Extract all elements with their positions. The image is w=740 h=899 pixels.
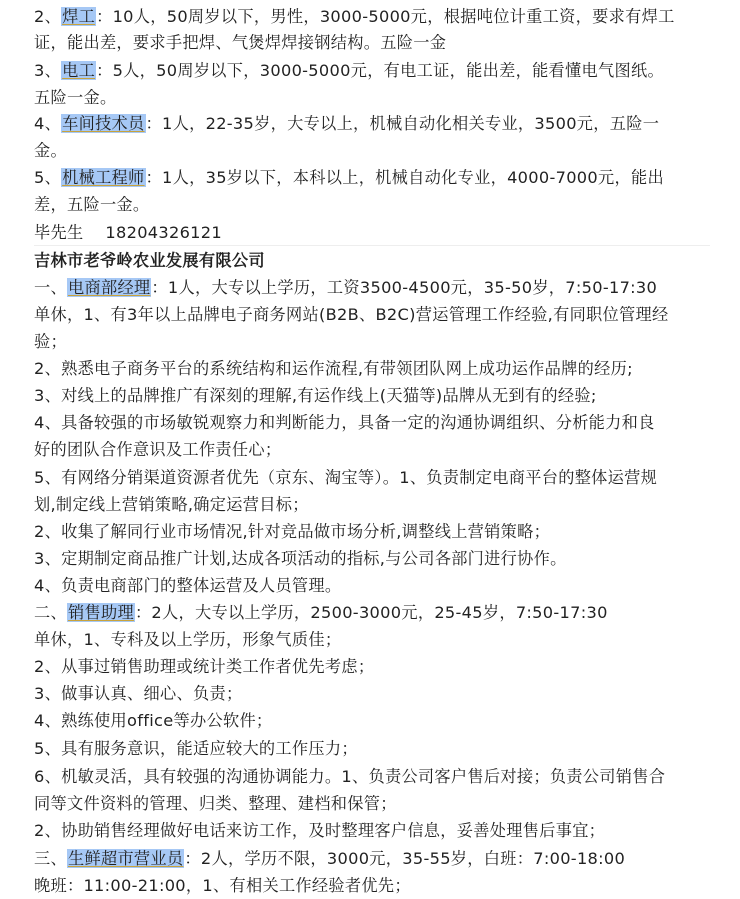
item-details: ：2人，学历不限，3000元，35-55岁，白班：7:00-18:00: [184, 849, 626, 868]
text-line: 2、熟悉电子商务平台的系统结构和运作流程,有带领团队网上成功运作品牌的经历;: [34, 359, 633, 378]
job-item-electrician: [34, 58, 664, 84]
keyword-welder[interactable]: 焊工: [62, 7, 96, 26]
item-details: ：1人，35岁以下，本科以上，机械自动化专业，4000-7000元，能出: [145, 168, 664, 187]
text-line: 差，五险一金。: [34, 195, 150, 214]
text-line: 5、有网络分销渠道资源者优先（京东、淘宝等）。1、负责制定电商平台的整体运营规: [34, 468, 658, 487]
section-divider: [34, 245, 710, 246]
text-line: 同等文件资料的管理、归类、整理、建档和保管；: [34, 794, 397, 813]
contact-line: 毕先生 18204326121: [34, 223, 222, 242]
text-line: 4、熟练使用office等办公软件；: [34, 711, 273, 730]
text-line: 验；: [34, 332, 67, 351]
text-line: 2、收集了解同行业市场情况,针对竞品做市场分析,调整线上营销策略；: [34, 522, 551, 541]
text-line: 晚班：11:00-21:00，1、有相关工作经验者优先；: [34, 876, 411, 895]
text-line: 4、具备较强的市场敏锐观察力和判断能力，具备一定的沟通协调组织、分析能力和良: [34, 413, 655, 432]
text-line: 6、机敏灵活，具有较强的沟通协调能力。1、负责公司客户售后对接；负责公司销售合: [34, 767, 666, 786]
job-item-supermarket-clerk: [34, 846, 625, 872]
text-line: 好的团队合作意识及工作责任心；: [34, 440, 282, 459]
job-item-ecommerce-manager: [34, 275, 657, 301]
keyword-sales-assistant[interactable]: 销售助理: [67, 603, 134, 622]
item-number: 5、: [34, 168, 62, 187]
item-details: ：5人，50周岁以下，3000-5000元，有电工证，能出差，能看懂电气图纸。: [96, 61, 664, 80]
text-line: 证，能出差，要求手把焊、气煲焊焊接钢结构。五险一金: [34, 33, 447, 52]
item-number: 一、: [34, 278, 67, 297]
text-line: 五险一金。: [34, 88, 117, 107]
item-details: ：10人，50周岁以下，男性，3000-5000元，根据吨位计重工资，要求有焊工: [96, 7, 675, 26]
keyword-workshop-technician[interactable]: 车间技术员: [62, 114, 145, 133]
job-item-sales-assistant: [34, 600, 608, 626]
item-details: ：1人，大专以上学历，工资3500-4500元，35-50岁，7:50-17:30: [151, 278, 658, 297]
item-details: ：2人，大专以上学历，2500-3000元，25-45岁，7:50-17:30: [134, 603, 608, 622]
item-number: 二、: [34, 603, 67, 622]
text-line: 3、对线上的品牌推广有深刻的理解,有运作线上(天猫等)品牌从无到有的经验;: [34, 386, 597, 405]
text-line: 单休，1、专科及以上学历，形象气质佳；: [34, 630, 342, 649]
text-line: 3、做事认真、细心、负责；: [34, 684, 243, 703]
text-line: 单休，1、有3年以上品牌电子商务网站(B2B、B2C)营运管理工作经验,有同职位管理经: [34, 305, 669, 324]
keyword-ecommerce-manager[interactable]: 电商部经理: [67, 278, 151, 297]
item-number: 3、: [34, 61, 62, 80]
keyword-mechanical-engineer[interactable]: 机械工程师: [62, 168, 145, 187]
text-line: 3、定期制定商品推广计划,达成各项活动的指标,与公司各部门进行协作。: [34, 549, 567, 568]
item-number: 三、: [34, 849, 67, 868]
text-line: 2、从事过销售助理或统计类工作者优先考虑；: [34, 657, 375, 676]
item-number: 2、: [34, 7, 62, 26]
job-item-workshop-technician: [34, 111, 659, 137]
text-line: 金。: [34, 141, 67, 160]
text-line: 4、负责电商部门的整体运营及人员管理。: [34, 576, 342, 595]
text-line: 划,制定线上营销策略,确定运营目标；: [34, 495, 309, 514]
text-line: 2、协助销售经理做好电话来访工作，及时整理客户信息，妥善处理售后事宜；: [34, 821, 606, 840]
text-line: 5、具有服务意识，能适应较大的工作压力；: [34, 739, 358, 758]
keyword-supermarket-clerk[interactable]: 生鲜超市营业员: [67, 849, 184, 868]
item-details: ：1人，22-35岁，大专以上，机械自动化相关专业，3500元，五险一: [145, 114, 660, 133]
job-item-mechanical-engineer: [34, 165, 664, 191]
keyword-electrician[interactable]: 电工: [62, 61, 96, 80]
company-heading: 吉林市老爷岭农业发展有限公司: [34, 251, 265, 270]
job-item-welder: [34, 4, 675, 30]
item-number: 4、: [34, 114, 62, 133]
